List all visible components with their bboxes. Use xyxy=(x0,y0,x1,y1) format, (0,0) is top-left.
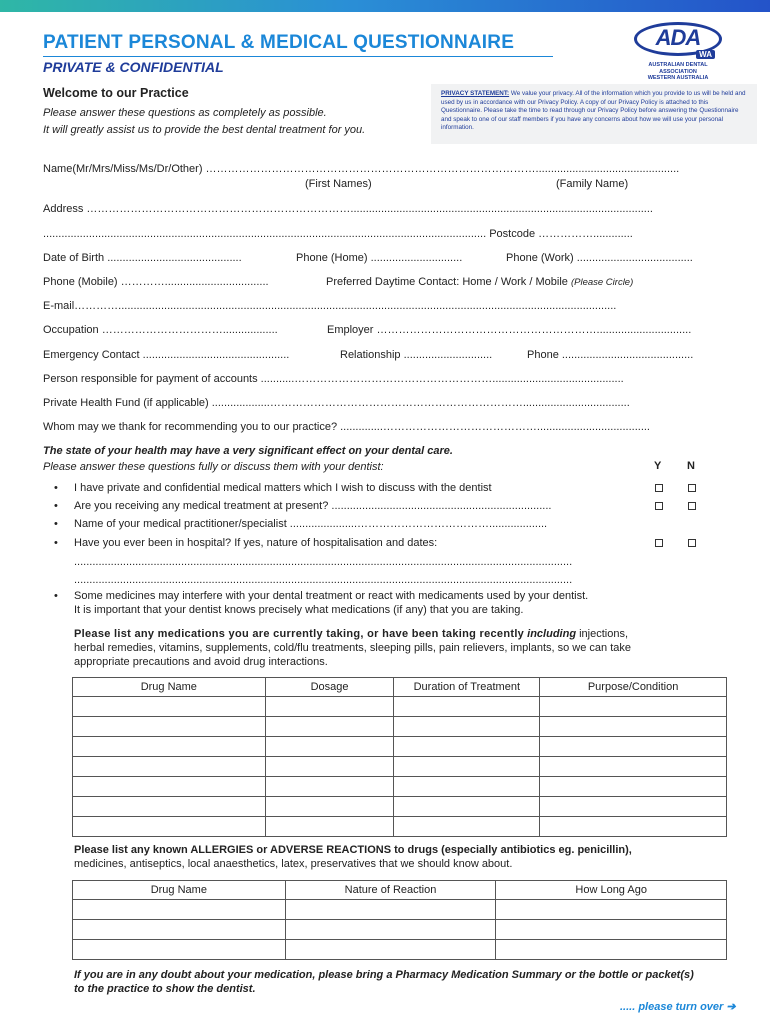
column-header: Dosage xyxy=(265,678,394,697)
phone-home-field[interactable]: Phone (Home) .............................. xyxy=(296,252,463,264)
occupation-field[interactable]: Occupation …………………………….................. xyxy=(43,324,278,336)
family-name-label: (Family Name) xyxy=(556,178,629,190)
header-gradient-bar xyxy=(0,0,770,12)
question-medical-treatment: • Are you receiving any medical treatment at present? ........................................................................ xyxy=(54,500,552,512)
hospital-details-line-1[interactable]: ................................................................................................................................................................... xyxy=(74,556,573,568)
privacy-body: We value your privacy. All of the information which you provide to us will be held and used by us in accordance with our Privacy Policy. A copy of our Privacy Policy is attached to this Questionnaire. Please take the time to read through our Privacy Policy before answering the Questionnaire and speak to one of our staff members if you have any concerns about how we will use your personal information. xyxy=(441,90,746,131)
column-header: Purpose/Condition xyxy=(540,678,727,697)
name-field[interactable]: Name(Mr/Mrs/Miss/Ms/Dr/Other) ………………………………………………………………………………............................................... xyxy=(43,163,680,175)
logo-ring xyxy=(634,22,722,59)
health-heading: The state of your health may have a very significant effect on your dental care. xyxy=(43,445,453,457)
q1-yes-checkbox[interactable] xyxy=(655,484,663,492)
address-field[interactable]: Address ………………………………………………………………................................................................................................... xyxy=(43,203,653,215)
preferred-contact[interactable]: Preferred Daytime Contact: Home / Work / Mobile (Please Circle) xyxy=(326,276,634,288)
table-row[interactable] xyxy=(73,920,727,940)
emergency-contact-field[interactable]: Emergency Contact ................................................ xyxy=(43,349,290,361)
q2-no-checkbox[interactable] xyxy=(688,502,696,510)
health-subheading: Please answer these questions fully or discuss them with your dentist: xyxy=(43,461,384,473)
table-row[interactable] xyxy=(73,817,727,837)
medicines-warning-line-2: It is important that your dentist knows precisely what medications (if any) that you are taking. xyxy=(74,604,524,616)
relationship-field[interactable]: Relationship ............................. xyxy=(340,349,493,361)
title-underline xyxy=(43,56,553,57)
welcome-heading: Welcome to our Practice xyxy=(43,86,189,100)
no-column-label: N xyxy=(687,460,695,472)
preferred-note: (Please Circle) xyxy=(570,277,634,288)
medicines-warning: • Some medicines may interfere with your dental treatment or react with medicaments used by your dentist. xyxy=(54,590,589,602)
column-header: Drug Name xyxy=(73,678,266,697)
medications-instructions: Please list any medications you are currently taking, or have been taking recently including injections, herbal remedies, vitamins, supplements, cold/flu treatments, sleeping pills, pain relievers, implants, so we can take appropriate precautions and avoid drug interactions. xyxy=(74,628,631,668)
column-header: Duration of Treatment xyxy=(394,678,540,697)
medication-doubt-note: If you are in any doubt about your medication, please bring a Pharmacy Medication Summary or the bottle or packet(s) to the practice to show the dentist. xyxy=(74,969,694,995)
phone-work-field[interactable]: Phone (Work) ...................................... xyxy=(506,252,693,264)
employer-field[interactable]: Employer ……………………………………………………............................... xyxy=(327,324,692,336)
logo-badge: WA xyxy=(696,50,715,59)
payment-responsible-field[interactable]: Person responsible for payment of accounts ...........………………………………………………........................................... xyxy=(43,373,624,385)
health-fund-field[interactable]: Private Health Fund (if applicable) ...................……………………………………………………………................................... xyxy=(43,397,630,409)
column-header: Nature of Reaction xyxy=(285,881,496,900)
first-names-label: (First Names) xyxy=(305,178,372,190)
q4-no-checkbox[interactable] xyxy=(688,539,696,547)
table-row[interactable] xyxy=(73,737,727,757)
table-header-row xyxy=(73,678,727,697)
table-row[interactable] xyxy=(73,777,727,797)
q4-yes-checkbox[interactable] xyxy=(655,539,663,547)
table-header-row xyxy=(73,881,727,900)
turn-over-link[interactable]: ..... please turn over ➔ xyxy=(620,1001,736,1013)
table-row[interactable] xyxy=(73,900,727,920)
medications-table xyxy=(72,677,727,837)
yes-column-label: Y xyxy=(654,460,662,472)
question-hospital: • Have you ever been in hospital? If yes, nature of hospitalisation and dates: xyxy=(54,537,438,549)
page-subtitle: PRIVATE & CONFIDENTIAL xyxy=(43,59,224,75)
q2-yes-checkbox[interactable] xyxy=(655,502,663,510)
table-row[interactable] xyxy=(73,757,727,777)
table-row[interactable] xyxy=(73,697,727,717)
column-header: Drug Name xyxy=(73,881,286,900)
question-private-matters: • I have private and confidential medical matters which I wish to discuss with the dentist xyxy=(54,482,492,494)
logo-caption: AUSTRALIAN DENTAL ASSOCIATION WESTERN AUSTRALIA xyxy=(647,62,709,81)
phone-mobile-field[interactable]: Phone (Mobile) ………….................................. xyxy=(43,276,269,288)
table-row[interactable] xyxy=(73,940,727,960)
table-row[interactable] xyxy=(73,717,727,737)
referral-field[interactable]: Whom may we thank for recommending you to our practice? ..............……………………………………..................................... xyxy=(43,421,650,433)
q1-no-checkbox[interactable] xyxy=(688,484,696,492)
column-header: How Long Ago xyxy=(496,881,727,900)
emergency-phone-field[interactable]: Phone ........................................... xyxy=(527,349,694,361)
address-postcode-field[interactable]: ................................................................................................................................................. Postcode ……………............. xyxy=(43,228,633,240)
logo-text: ADA xyxy=(655,25,701,50)
dob-field[interactable]: Date of Birth ............................................ xyxy=(43,252,242,264)
email-field[interactable]: E-mail…………................................................................................................................................................................... xyxy=(43,300,617,312)
table-row[interactable] xyxy=(73,797,727,817)
page-title: PATIENT PERSONAL & MEDICAL QUESTIONNAIRE xyxy=(43,32,515,53)
privacy-statement xyxy=(431,84,757,144)
welcome-intro: Please answer these questions as completely as possible. It will greatly assist us to provide the best dental treatment for you. xyxy=(43,107,366,136)
allergies-table xyxy=(72,880,727,960)
allergies-instructions: Please list any known ALLERGIES or ADVERSE REACTIONS to drugs (especially antibiotics eg. penicillin), medicines, antiseptics, local anaesthetics, latex, preservatives that we should know about. xyxy=(74,844,632,870)
ada-logo xyxy=(632,22,724,82)
hospital-details-line-2[interactable]: ................................................................................................................................................................... xyxy=(74,574,573,586)
privacy-heading: PRIVACY STATEMENT: xyxy=(441,90,510,97)
question-practitioner[interactable]: • Name of your medical practitioner/specialist ......................………………………………................... xyxy=(54,518,548,530)
